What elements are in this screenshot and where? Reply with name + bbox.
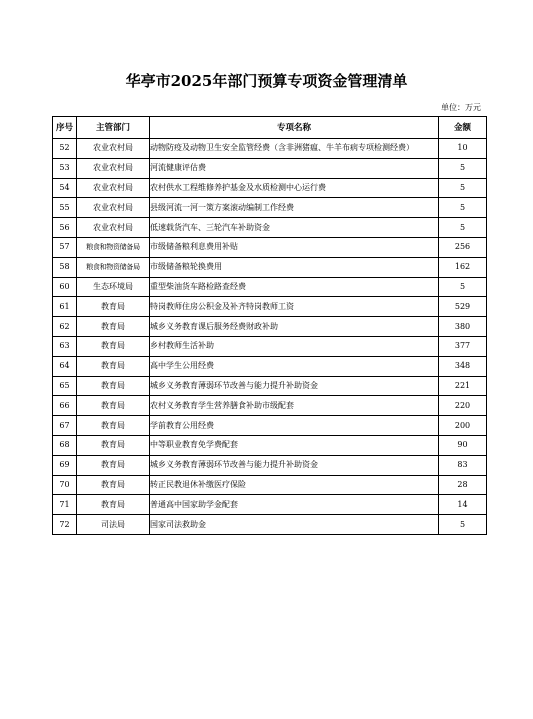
table-row (53, 336, 487, 356)
row-dept: 教育局 (77, 376, 150, 396)
header-name: 专项名称 (150, 117, 439, 139)
row-name: 城乡义务教育薄弱环节改善与能力提升补助资金 (150, 455, 439, 475)
header-amount: 金额 (439, 117, 487, 139)
row-name: 国家司法救助金 (150, 515, 439, 535)
table-row (53, 396, 487, 416)
table-row (53, 198, 487, 218)
row-no: 52 (53, 139, 77, 159)
row-no: 58 (53, 257, 77, 277)
row-no: 69 (53, 455, 77, 475)
row-amount: 5 (439, 515, 487, 535)
page-title: 华亭市2025年部门预算专项资金管理清单 (125, 72, 408, 90)
row-dept: 教育局 (77, 435, 150, 455)
row-amount: 5 (439, 277, 487, 297)
row-no: 65 (53, 376, 77, 396)
table-row (53, 218, 487, 238)
table-row (53, 317, 487, 337)
row-name: 市级储备粮利息费用补贴 (150, 237, 439, 257)
table-row (53, 178, 487, 198)
row-dept: 农业农村局 (77, 139, 150, 159)
table-row (53, 455, 487, 475)
table-row (53, 356, 487, 376)
row-no: 71 (53, 495, 77, 515)
row-no: 61 (53, 297, 77, 317)
table-row (53, 435, 487, 455)
row-dept: 教育局 (77, 297, 150, 317)
row-name: 重型柴油货车路检路查经费 (150, 277, 439, 297)
row-no: 72 (53, 515, 77, 535)
row-dept: 粮食和物资储备局 (77, 237, 150, 257)
row-amount: 28 (439, 475, 487, 495)
row-no: 70 (53, 475, 77, 495)
row-no: 63 (53, 336, 77, 356)
row-name: 市级储备粮轮换费用 (150, 257, 439, 277)
row-name: 城乡义务教育课后服务经费财政补助 (150, 317, 439, 337)
row-dept: 教育局 (77, 317, 150, 337)
row-name: 中等职业教育免学费配套 (150, 435, 439, 455)
row-name: 高中学生公用经费 (150, 356, 439, 376)
row-name: 河流健康评估费 (150, 158, 439, 178)
row-name: 县级河流一河一策方案滚动编制工作经费 (150, 198, 439, 218)
table-row (53, 297, 487, 317)
row-dept: 教育局 (77, 475, 150, 495)
table-row (53, 277, 487, 297)
table-row (53, 495, 487, 515)
table-row (53, 475, 487, 495)
row-name: 城乡义务教育薄弱环节改善与能力提升补助资金 (150, 376, 439, 396)
table-row (53, 376, 487, 396)
row-amount: 14 (439, 495, 487, 515)
row-dept: 教育局 (77, 455, 150, 475)
row-dept: 教育局 (77, 495, 150, 515)
table-row (53, 416, 487, 436)
row-amount: 220 (439, 396, 487, 416)
row-no: 62 (53, 317, 77, 337)
row-dept: 农业农村局 (77, 218, 150, 238)
row-name: 普通高中国家助学金配套 (150, 495, 439, 515)
row-amount: 10 (439, 139, 487, 159)
row-name: 乡村教师生活补助 (150, 336, 439, 356)
row-amount: 90 (439, 435, 487, 455)
row-amount: 256 (439, 237, 487, 257)
row-no: 66 (53, 396, 77, 416)
row-dept: 教育局 (77, 356, 150, 376)
table-row (53, 515, 487, 535)
row-amount: 83 (439, 455, 487, 475)
budget-table (52, 116, 487, 535)
row-dept: 司法局 (77, 515, 150, 535)
row-amount: 5 (439, 178, 487, 198)
row-dept: 教育局 (77, 416, 150, 436)
row-amount: 529 (439, 297, 487, 317)
row-dept: 生态环境局 (77, 277, 150, 297)
header-no: 序号 (53, 117, 77, 139)
row-no: 57 (53, 237, 77, 257)
row-no: 67 (53, 416, 77, 436)
table-row (53, 257, 487, 277)
row-dept: 教育局 (77, 396, 150, 416)
row-amount: 380 (439, 317, 487, 337)
row-name: 农村供水工程维修养护基金及水质检测中心运行费 (150, 178, 439, 198)
row-amount: 5 (439, 198, 487, 218)
table-row (53, 158, 487, 178)
row-no: 64 (53, 356, 77, 376)
row-no: 68 (53, 435, 77, 455)
row-amount: 221 (439, 376, 487, 396)
row-dept: 农业农村局 (77, 198, 150, 218)
row-name: 特岗教师住房公积金及补齐特岗教师工资 (150, 297, 439, 317)
row-dept: 农业农村局 (77, 158, 150, 178)
row-no: 55 (53, 198, 77, 218)
table-body (53, 139, 487, 535)
row-name: 低速载货汽车、三轮汽车补助资金 (150, 218, 439, 238)
row-no: 60 (53, 277, 77, 297)
header-dept: 主管部门 (77, 117, 150, 139)
row-name: 学前教育公用经费 (150, 416, 439, 436)
unit-label: 单位：万元 (441, 103, 481, 112)
row-amount: 348 (439, 356, 487, 376)
row-no: 56 (53, 218, 77, 238)
row-amount: 200 (439, 416, 487, 436)
row-amount: 162 (439, 257, 487, 277)
row-dept: 粮食和物资储备局 (77, 257, 150, 277)
row-name: 农村义务教育学生营养膳食补助市级配套 (150, 396, 439, 416)
row-amount: 5 (439, 158, 487, 178)
table-row (53, 139, 487, 159)
row-no: 54 (53, 178, 77, 198)
row-dept: 教育局 (77, 336, 150, 356)
row-no: 53 (53, 158, 77, 178)
row-amount: 5 (439, 218, 487, 238)
row-dept: 农业农村局 (77, 178, 150, 198)
row-name: 动物防疫及动物卫生安全监管经费（含非洲猪瘟、牛羊布病专项检测经费） (150, 139, 439, 159)
row-name: 转正民教退休补缴医疗保险 (150, 475, 439, 495)
row-amount: 377 (439, 336, 487, 356)
table-header-row (53, 117, 487, 139)
table-row (53, 237, 487, 257)
